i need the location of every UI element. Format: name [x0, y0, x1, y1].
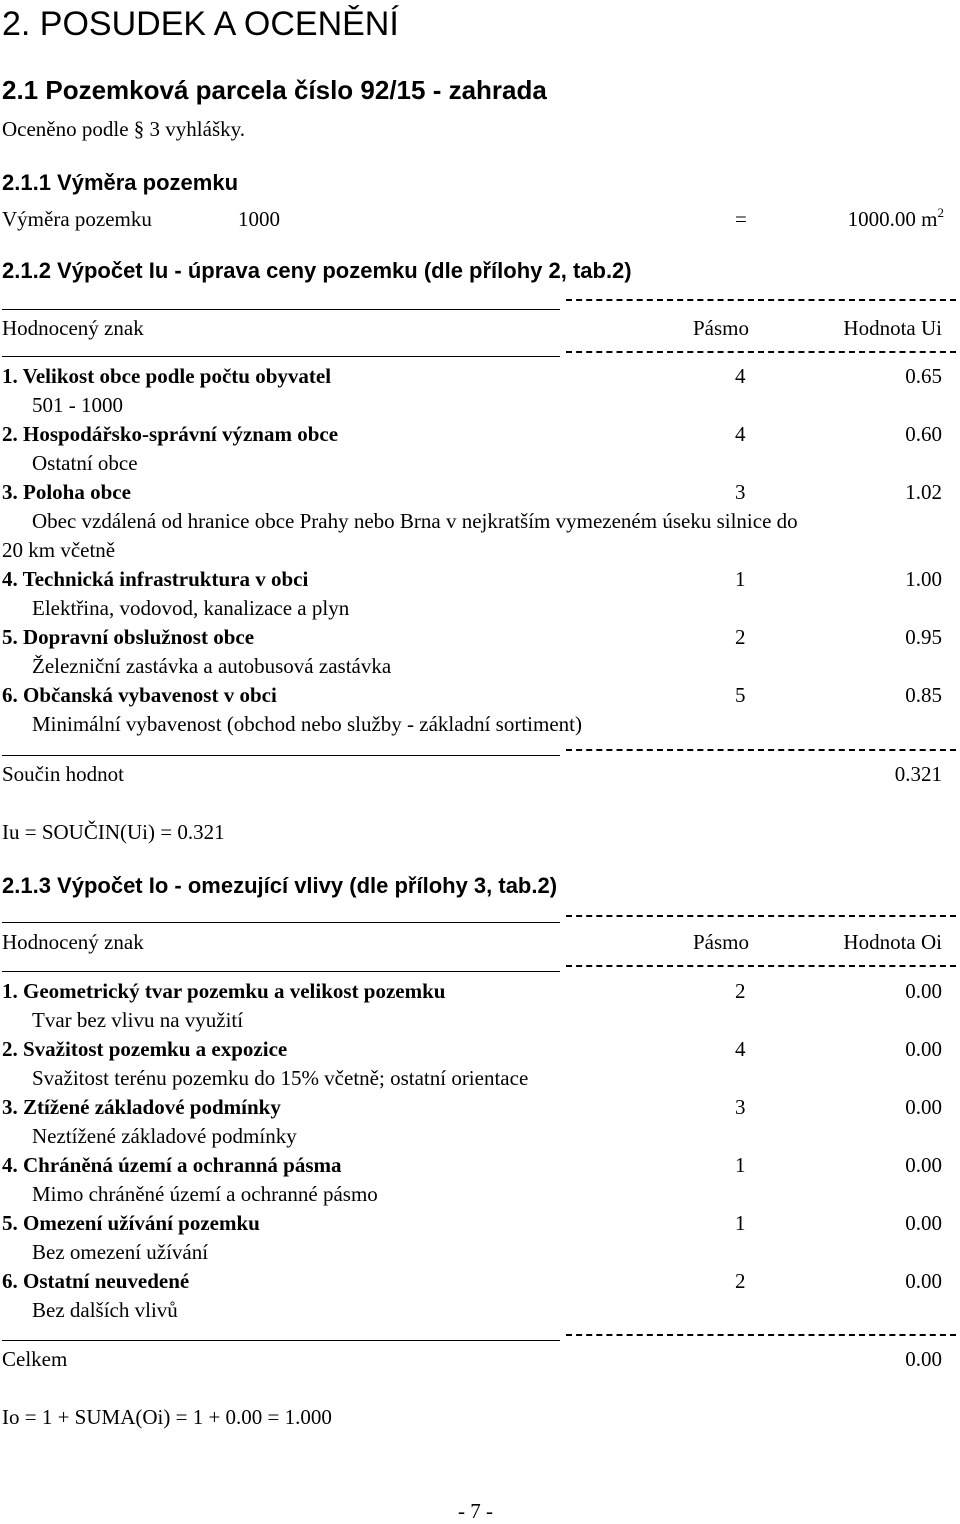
row-value: 0.00 [905, 1211, 942, 1235]
area-title: 2.1.1 Výměra pozemku [2, 170, 239, 195]
row-description: Železniční zastávka a autobusová zastávka [32, 654, 392, 678]
row-zone: 3 [735, 1095, 746, 1119]
io-header-col-pasmo: Pásmo [692, 930, 749, 954]
iu-header-top-rule [2, 309, 560, 310]
row-zone: 1 [735, 1211, 746, 1235]
area-result-value: 1000.00 m [847, 207, 938, 231]
iu-total-label: Součin hodnot [2, 762, 124, 786]
area-equals: = [735, 207, 747, 231]
area-input: 1000 [238, 207, 280, 231]
iu-header-col-pasmo: Pásmo [692, 316, 749, 340]
row-zone: 2 [735, 625, 746, 649]
section-note: Oceněno podle § 3 vyhlášky. [2, 117, 245, 141]
row-description: Bez omezení užívání [32, 1240, 209, 1264]
row-description: Tvar bez vlivu na využití [32, 1008, 244, 1032]
iu-total-rule [2, 755, 560, 756]
row-zone: 4 [735, 364, 746, 388]
row-value: 0.65 [905, 364, 942, 388]
row-name: 5. Omezení užívání pozemku [2, 1211, 260, 1235]
row-value: 0.95 [905, 625, 942, 649]
iu-header-bottom-dashed-rule [566, 351, 956, 353]
row-name: 4. Technická infrastruktura v obci [2, 567, 309, 591]
area-result [848, 206, 944, 232]
row-description: Bez dalších vlivů [32, 1298, 178, 1322]
row-description: 501 - 1000 [32, 393, 123, 417]
iu-total-value: 0.321 [894, 762, 942, 786]
row-zone: 3 [735, 480, 746, 504]
row-description-continued: 20 km včetně [2, 538, 116, 562]
io-title: 2.1.3 Výpočet Io - omezující vlivy (dle přílohy 3, tab.2) [2, 873, 558, 898]
iu-header-top-dashed-rule [566, 299, 956, 301]
row-description: Ostatní obce [32, 451, 138, 475]
section-title: 2.1 Pozemková parcela číslo 92/15 - zahrada [2, 75, 547, 105]
io-total-label: Celkem [2, 1347, 68, 1371]
row-zone: 1 [735, 1153, 746, 1177]
row-zone: 2 [735, 979, 746, 1003]
row-description: Obec vzdálená od hranice obce Prahy nebo Brna v nejkratším vymezeném úseku silnice do [32, 509, 798, 533]
row-name: 3. Poloha obce [2, 480, 131, 504]
row-name: 5. Dopravní obslužnost obce [2, 625, 255, 649]
io-header-top-rule [2, 922, 560, 923]
iu-title: 2.1.2 Výpočet Iu - úprava ceny pozemku (dle přílohy 2, tab.2) [2, 258, 632, 283]
io-total-rule [2, 1340, 560, 1341]
row-name: 2. Svažitost pozemku a expozice [2, 1037, 288, 1061]
row-value: 1.02 [905, 480, 942, 504]
iu-formula: Iu = SOUČIN(Ui) = 0.321 [2, 820, 225, 844]
row-description: Neztížené základové podmínky [32, 1124, 297, 1148]
row-value: 0.00 [905, 1095, 942, 1119]
iu-header-col-znak: Hodnocený znak [2, 316, 144, 340]
row-description: Svažitost terénu pozemku do 15% včetně; ostatní orientace [32, 1066, 529, 1090]
row-name: 1. Velikost obce podle počtu obyvatel [2, 364, 332, 388]
row-name: 6. Ostatní neuvedené [2, 1269, 190, 1293]
row-value: 0.00 [905, 1037, 942, 1061]
row-value: 0.60 [905, 422, 942, 446]
area-unit-exponent: 2 [937, 205, 944, 220]
iu-total-dashed-rule [566, 749, 956, 751]
iu-header-bottom-rule [2, 356, 560, 357]
row-value: 0.85 [905, 683, 942, 707]
row-value: 0.00 [905, 979, 942, 1003]
io-header-bottom-dashed-rule [566, 965, 956, 967]
row-zone: 4 [735, 1037, 746, 1061]
io-header-col-hodnota: Hodnota Oi [843, 930, 942, 954]
page-number: - 7 - [458, 1499, 493, 1523]
document-heading: 2. POSUDEK A OCENĚNÍ [2, 5, 399, 43]
row-name: 2. Hospodářsko-správní význam obce [2, 422, 339, 446]
row-value: 0.00 [905, 1153, 942, 1177]
row-description: Elektřina, vodovod, kanalizace a plyn [32, 596, 350, 620]
row-description: Minimální vybavenost (obchod nebo služby - základní sortiment) [32, 712, 582, 736]
row-zone: 2 [735, 1269, 746, 1293]
area-label: Výměra pozemku [2, 207, 152, 231]
row-name: 4. Chráněná území a ochranná pásma [2, 1153, 342, 1177]
row-name: 3. Ztížené základové podmínky [2, 1095, 281, 1119]
row-zone: 1 [735, 567, 746, 591]
io-header-col-znak: Hodnocený znak [2, 930, 144, 954]
io-header-top-dashed-rule [566, 915, 956, 917]
row-value: 1.00 [905, 567, 942, 591]
io-formula: Io = 1 + SUMA(Oi) = 1 + 0.00 = 1.000 [2, 1405, 332, 1429]
io-total-dashed-rule [566, 1334, 956, 1336]
row-zone: 5 [735, 683, 746, 707]
row-description: Mimo chráněné území a ochranné pásmo [32, 1182, 378, 1206]
row-name: 1. Geometrický tvar pozemku a velikost pozemku [2, 979, 446, 1003]
row-name: 6. Občanská vybavenost v obci [2, 683, 277, 707]
io-total-value: 0.00 [905, 1347, 942, 1371]
io-header-bottom-rule [2, 971, 560, 972]
row-zone: 4 [735, 422, 746, 446]
iu-header-col-hodnota: Hodnota Ui [843, 316, 942, 340]
row-value: 0.00 [905, 1269, 942, 1293]
